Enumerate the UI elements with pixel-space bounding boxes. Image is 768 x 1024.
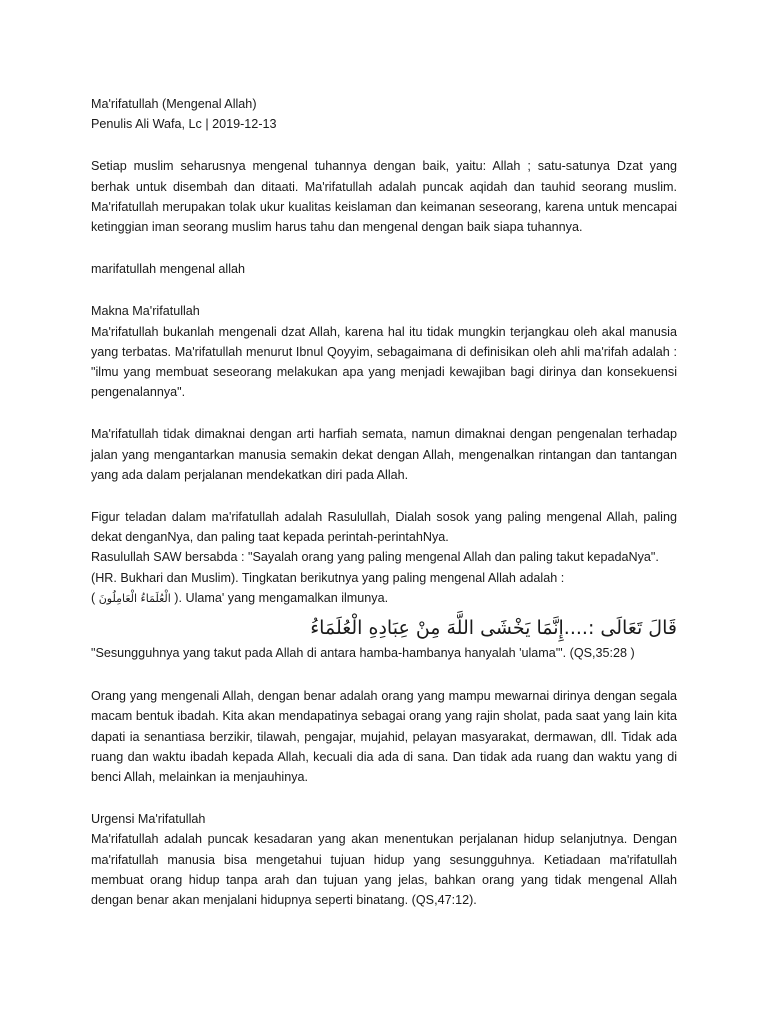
makna-paragraph-1: Ma'rifatullah bukanlah mengenali dzat Allah, karena hal itu tidak mungkin terjangkau oleh akal manusia yang terbatas. Ma'rifatullah menurut Ibnul Qoyyim, sebagaimana di definisikan oleh ahli ma'rifah adalah : "ilmu yang membuat seseorang melakukan apa yang menjadi kewajiban bagi dirinya dan konsekuensi pengenalannya".	[91, 324, 677, 400]
makna-paragraph-3: Figur teladan dalam ma'rifatullah adalah Rasulullah, Dialah sosok yang paling mengenal Allah, paling dekat denganNya, dan paling taat kepada perintah-perintahNya.	[91, 510, 677, 545]
ulama-close-text: ). Ulama' yang mengamalkan ilmunya.	[170, 590, 389, 605]
section-heading-urgensi: Urgensi Ma'rifatullah	[91, 812, 206, 827]
article-title: Ma'rifatullah (Mengenal Allah)	[91, 97, 257, 111]
quran-verse-translation: "Sesungguhnya yang takut pada Allah di antara hamba-hambanya hanyalah 'ulama'". (QS,35:28 )	[91, 646, 635, 661]
article-body	[91, 94, 677, 910]
urgensi-paragraph-1: Ma'rifatullah adalah puncak kesadaran yang akan menentukan perjalanan hidup selanjutnya. Dengan ma'rifatullah manusia bisa mengetahui tujuan hidup yang sesungguhnya. Ketiadaan ma'rifatullah membuat orang hidup tanpa arah dan tujuan yang jelas, bahkan orang yang tidak mengenal Allah dengan benar akan menjalani hidupnya seperti binatang. (QS,47:12).	[91, 832, 677, 908]
ulama-line	[91, 588, 677, 609]
quran-verse-arabic: قَالَ تَعَالَى :....إِنَّمَا يَخْشَى اللَّهَ مِنْ عِبَادِهِ الْعُلَمَاءُ	[310, 617, 677, 640]
article-byline: Penulis Ali Wafa, Lc | 2019-12-13	[91, 117, 277, 132]
image-caption: marifatullah mengenal allah	[91, 262, 246, 277]
intro-paragraph: Setiap muslim seharusnya mengenal tuhannya dengan baik, yaitu: Allah ; satu-satunya Dzat yang berhak untuk disembah dan ditaati. Ma'rifatullah adalah puncak aqidah dan tauhid seorang muslim. Ma'rifatullah merupakan tolak ukur kualitas keislaman dan keimanan seseorang, karena untuk mencapai ketinggian iman seorang muslim harus tahu dan mengenal dengan baik siapa tuhannya.	[91, 159, 677, 235]
makna-paragraph-4: Rasulullah SAW bersabda : "Sayalah orang yang paling mengenal Allah dan paling takut kepadaNya".(HR. Bukhari dan Muslim). Tingkatan berikutnya yang paling mengenal Allah adalah :	[91, 550, 659, 585]
ulama-open-paren: (	[91, 590, 99, 605]
section-heading-makna: Makna Ma'rifatullah	[91, 304, 200, 319]
ulama-arabic-text: الْعُلَمَاءُ الْعَامِلُونَ	[98, 591, 171, 605]
makna-paragraph-2: Ma'rifatullah tidak dimaknai dengan arti harfiah semata, namun dimaknai dengan pengenalan terhadap jalan yang mengantarkan manusia semakin dekat dengan Allah, mengenalkan rintangan dan tantangan yang ada dalam perjalanan mendekatkan diri pada Allah.	[91, 427, 677, 482]
makna-paragraph-5: Orang yang mengenali Allah, dengan benar adalah orang yang mampu mewarnai dirinya dengan segala macam bentuk ibadah. Kita akan mendapatinya sebagai orang yang rajin sholat, pada saat yang lain kita dapati ia senantiasa berzikir, tilawah, pengajar, mujahid, pelayan masyarakat, dermawan, dll. Tidak ada ruang dan waktu ibadah kepada Allah, kecuali dia ada di sana. Dan tidak ada ruang dan waktu yang di benci Allah, melainkan ia menjauhinya.	[91, 689, 677, 785]
